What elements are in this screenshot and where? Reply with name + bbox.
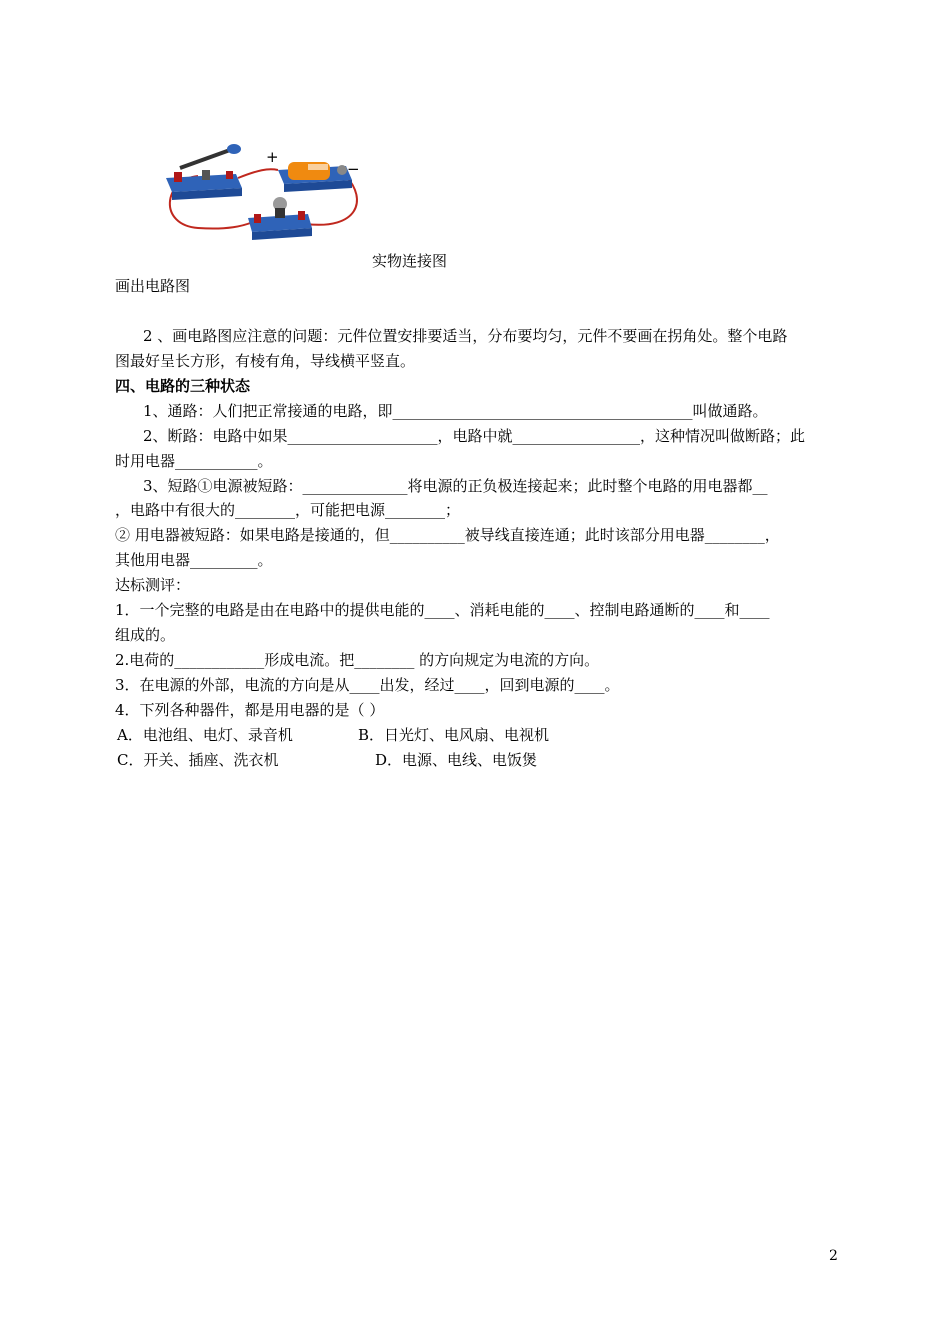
paragraph-line: ，电路中有很大的________，可能把电源________； <box>115 501 461 519</box>
wire <box>238 169 278 178</box>
paragraph-line: 2 、画电路图应注意的问题：元件位置安排要适当，分布要均匀，元件不要画在拐角处。整个电路 <box>143 327 788 345</box>
page-number: 2 <box>829 1248 838 1264</box>
paragraph-line: 图最好呈长方形，有棱有角，导线横平竖直。 <box>115 352 416 370</box>
battery-holder <box>278 162 352 192</box>
paragraph-line: ② 用电器被短路：如果电路是接通的，但__________被导线直接连通；此时该部分用电器________， <box>115 526 780 544</box>
question-line: 1．一个完整的电路是由在电路中的提供电能的____、消耗电能的____、控制电路通断的____和____ <box>115 601 770 619</box>
paragraph-line: 3、短路①电源被短路：______________将电源的正负极连接起来；此时整个电路的用电器都__ <box>143 477 768 495</box>
paragraph-line: 1、通路：人们把正常接通的电路，即________________________________________叫做通路。 <box>143 402 768 420</box>
question-line: 4．下列各种器件，都是用电器的是（ ） <box>115 701 385 719</box>
option-d: D．电源、电线、电饭煲 <box>375 751 538 769</box>
paragraph-line: 2、断路：电路中如果____________________，电路中就_________________，这种情况叫做断路；此 <box>143 427 806 445</box>
section-heading: 四、电路的三种状态 <box>115 377 251 395</box>
paragraph-line: 时用电器___________。 <box>115 452 273 470</box>
figure-caption: 实物连接图 <box>372 252 448 270</box>
draw-circuit-title: 画出电路图 <box>115 277 191 295</box>
question-line: 3．在电源的外部，电流的方向是从____出发，经过____，回到电源的____。 <box>115 676 620 694</box>
paragraph-line: 其他用电器_________。 <box>115 551 273 569</box>
switch <box>166 144 242 200</box>
bulb-holder <box>248 197 312 240</box>
option-a: A．电池组、电灯、录音机 <box>117 726 293 744</box>
minus-sign: − <box>347 160 360 178</box>
evaluation-title: 达标测评： <box>115 576 191 594</box>
question-line: 2.电荷的____________形成电流。把________ 的方向规定为电流的方向。 <box>115 651 600 669</box>
option-c: C．开关、插座、洗衣机 <box>117 751 279 769</box>
plus-sign: + <box>266 148 279 166</box>
circuit-photo <box>158 140 368 245</box>
question-line: 组成的。 <box>115 626 176 644</box>
option-b: B．日光灯、电风扇、电视机 <box>358 726 550 744</box>
